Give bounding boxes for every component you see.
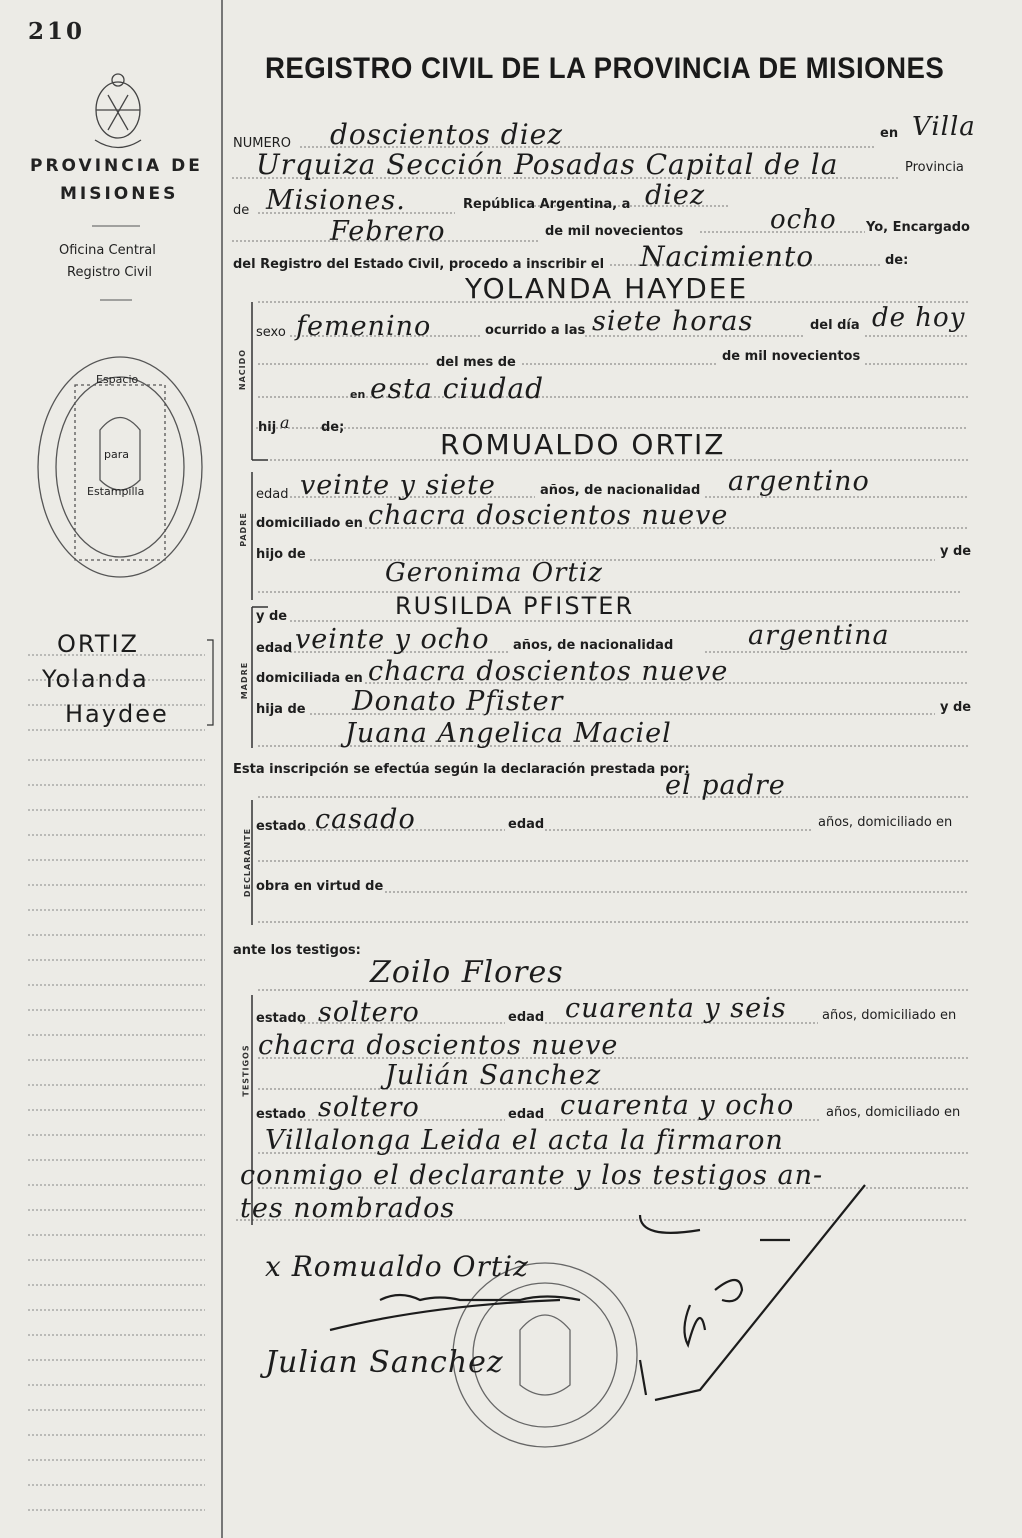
label-republica: República Argentina, a: [463, 197, 631, 212]
label-anos-nac-padre: años, de nacionalidad: [540, 483, 701, 498]
label-de-colon: de:: [885, 253, 909, 268]
label-edad-padre: edad: [256, 487, 289, 502]
label-hija: hij: [258, 420, 277, 435]
label-provincia: Provincia: [905, 160, 964, 175]
province-label: PROVINCIA DE: [30, 156, 203, 176]
label-del-dia: del día: [810, 318, 860, 333]
label-numero: NUMERO: [233, 136, 291, 151]
label-en-lugar: en: [350, 388, 366, 401]
label-del-registro: del Registro del Estado Civil, procedo a inscribir el: [233, 257, 605, 272]
entry-witness2-age: cuarenta y ocho: [560, 1090, 795, 1121]
signature-father: x Romualdo Ortiz: [265, 1250, 529, 1283]
entry-mother-name: RUSILDA PFISTER: [395, 592, 635, 620]
entry-closing-line-1: Villalonga Leida el acta la firmaron: [265, 1125, 784, 1156]
label-y-de-padre: y de: [940, 544, 972, 559]
entry-numero: doscientos diez: [330, 118, 563, 151]
label-edad-testigo2: edad: [508, 1107, 545, 1122]
label-domiciliado-padre: domiciliado en: [256, 516, 363, 531]
label-esta-inscripcion: Esta inscripción se efectúa según la declaración prestada por:: [233, 762, 690, 777]
label-de-semicolon: de;: [321, 420, 345, 435]
label-de-mil-novecientos: de mil novecientos: [722, 349, 861, 364]
entry-father-nationality: argentino: [728, 466, 870, 497]
entry-sex: femenino: [296, 311, 432, 342]
entry-closing-line-2: conmigo el declarante y los testigos an-: [240, 1160, 824, 1191]
label-ocurrido: ocurrido a las: [485, 323, 586, 338]
entry-witness-1: Zoilo Flores: [370, 955, 564, 990]
office-label: Oficina Central: [59, 243, 156, 258]
entry-place: esta ciudad: [370, 372, 544, 405]
entry-province: Misiones.: [266, 185, 406, 216]
entry-father-name: ROMUALDO ORTIZ: [440, 428, 726, 461]
entry-mother-father: Donato Pfister: [352, 686, 564, 717]
section-declarante-label: DECLARANTE: [243, 827, 253, 898]
label-del-mes: del mes de: [436, 355, 516, 370]
document-title: REGISTRO CIVIL DE LA PROVINCIA DE MISIONES: [265, 52, 945, 85]
label-hijo-de: hijo de: [256, 547, 306, 562]
label-anos-nac-madre: años, de nacionalidad: [513, 638, 674, 653]
entry-day-of: de hoy: [872, 303, 966, 333]
page-number: 210: [28, 18, 86, 45]
entry-father-mother: Geronima Ortiz: [385, 558, 603, 588]
entry-day: diez: [645, 180, 706, 211]
margin-middlename: Haydee: [65, 700, 169, 728]
signature-witness-2: Julian Sanchez: [265, 1345, 504, 1380]
entry-witness2-status: soltero: [318, 1092, 420, 1123]
entry-declarant: el padre: [665, 770, 786, 801]
stamp-para-label: para: [104, 448, 129, 461]
entry-father-address: chacra doscientos nueve: [368, 500, 729, 531]
section-nacido-label: NACIDO: [238, 348, 248, 391]
label-sexo: sexo: [256, 325, 286, 340]
label-estado-testigo2: estado: [256, 1107, 306, 1122]
entry-father-age: veinte y siete: [300, 470, 496, 501]
entry-witness-2: Julián Sanchez: [385, 1060, 602, 1091]
entry-month: Febrero: [330, 216, 446, 247]
label-anos-testigo2: años, domiciliado en: [826, 1105, 961, 1120]
label-y-de-madre: y de: [256, 609, 288, 624]
entry-witness1-age: cuarenta y seis: [565, 993, 787, 1024]
label-yo-encargado: Yo, Encargado: [866, 220, 970, 235]
label-ante-testigos: ante los testigos:: [233, 943, 361, 958]
section-testigos-label: TESTIGOS: [241, 1044, 251, 1097]
label-mil-novecientos: de mil novecientos: [545, 224, 684, 239]
entry-declarant-status: casado: [315, 804, 416, 835]
label-hija-de: hija de: [256, 702, 306, 717]
margin-firstname: Yolanda: [42, 665, 149, 693]
section-madre-label: MADRE: [240, 661, 250, 700]
entry-mother-age: veinte y ocho: [295, 624, 490, 655]
label-de: de: [233, 203, 250, 218]
entry-witness1-status: soltero: [318, 997, 420, 1028]
label-anos-testigo1: años, domiciliado en: [822, 1008, 957, 1023]
entry-year: ocho: [770, 205, 837, 235]
office-label-2: Registro Civil: [67, 265, 152, 280]
entry-closing-line-3: tes nombrados: [240, 1193, 456, 1224]
label-edad-testigo1: edad: [508, 1010, 545, 1025]
stamp-estampilla-label: Estampilla: [87, 485, 145, 498]
entry-child-name: YOLANDA HAYDEE: [465, 272, 749, 305]
entry-mother-nationality: argentina: [748, 620, 890, 651]
entry-witness1-address: chacra doscientos nueve: [258, 1030, 619, 1061]
label-en: en: [880, 126, 899, 141]
entry-mother-address: chacra doscientos nueve: [368, 656, 729, 687]
section-padre-label: PADRE: [238, 512, 248, 547]
label-edad-madre: edad: [256, 641, 293, 656]
label-estado-testigo1: estado: [256, 1011, 306, 1026]
label-domiciliada-madre: domiciliada en: [256, 671, 363, 686]
entry-hija-suffix: a: [280, 413, 291, 432]
label-obra: obra en virtud de: [256, 879, 384, 894]
entry-en: Villa: [912, 112, 976, 142]
entry-inscription-type: Nacimiento: [640, 240, 815, 273]
label-estado-declarante: estado: [256, 819, 306, 834]
label-y-de-madre-end: y de: [940, 700, 972, 715]
entry-mother-mother: Juana Angelica Maciel: [345, 718, 672, 749]
margin-surname: ORTIZ: [57, 630, 139, 658]
label-edad-declarante: edad: [508, 817, 545, 832]
label-anos-declarante: años, domiciliado en: [818, 815, 953, 830]
province-name-label: MISIONES: [60, 184, 179, 204]
stamp-space-label: Espacio: [96, 373, 139, 386]
entry-place-line: Urquiza Sección Posadas Capital de la: [256, 148, 839, 181]
entry-hour: siete horas: [592, 306, 754, 337]
